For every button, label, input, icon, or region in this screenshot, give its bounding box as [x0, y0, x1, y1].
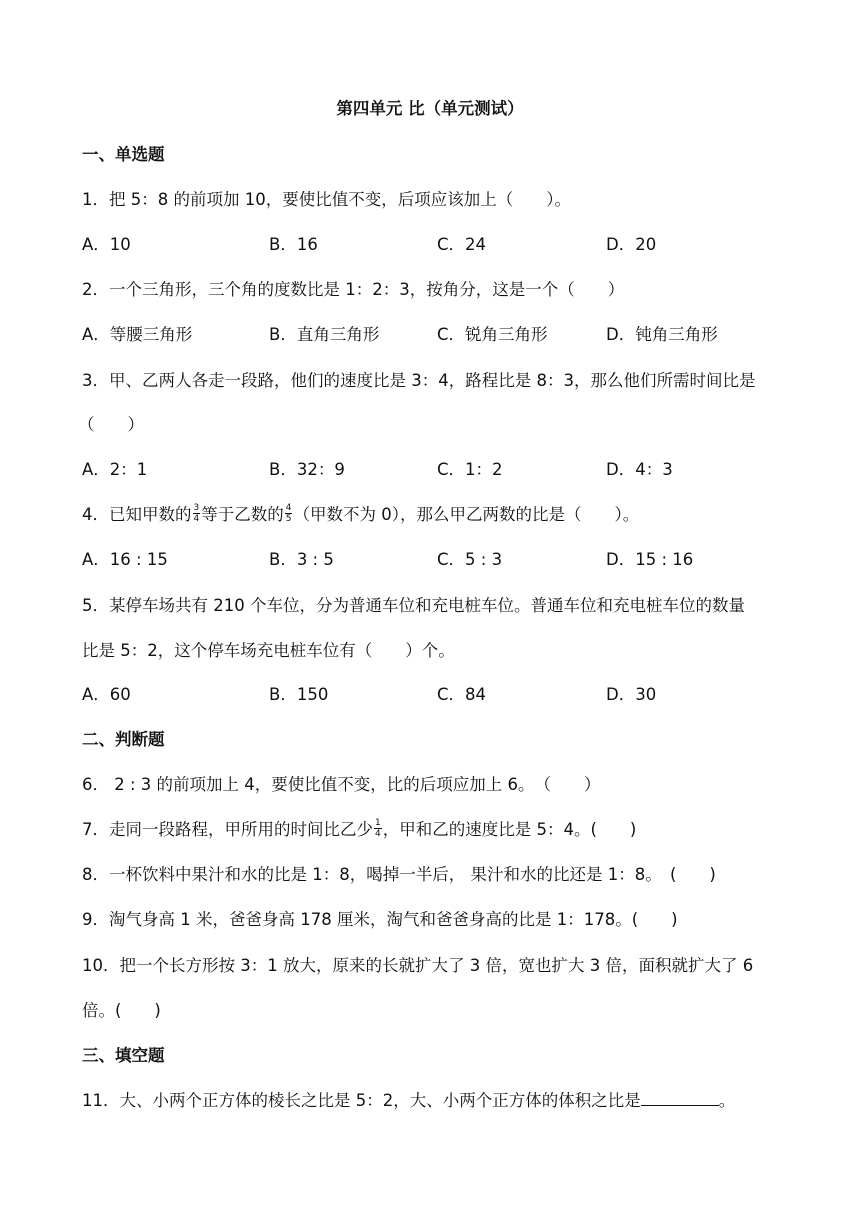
section-heading-true-false: 二、判断题 [82, 730, 165, 749]
page-title: 第四单元 比（单元测试） [336, 99, 524, 118]
question-4-option-a: A．16 : 15 [82, 550, 168, 569]
question-6: 6． 2 : 3 的前项加上 4，要使比值不变，比的后项应加上 6。 （ ） [82, 775, 601, 794]
fraction-four-fifths [285, 503, 293, 524]
fraction-three-quarters [193, 503, 201, 524]
fraction-one-quarter [374, 818, 382, 839]
question-3-option-c: C．1：2 [437, 460, 503, 479]
question-4-stem-part-b: 等于乙数的 [201, 505, 284, 524]
question-7 [82, 816, 636, 841]
question-11-stem: 11．大、小两个正方体的棱长之比是 5：2，大、小两个正方体的体积之比是 [82, 1091, 641, 1110]
question-1-stem: 1．把 5：8 的前项加 10，要使比值不变，后项应该加上（ ）。 [82, 190, 571, 209]
fraction-numerator: 3 [193, 503, 200, 513]
question-4-option-d: D．15 : 16 [606, 550, 694, 569]
question-10-stem: 10．把一个长方形按 3：1 放大，原来的长就扩大了 3 倍，宽也扩大 3 倍，面积就扩大了 6 [82, 956, 754, 975]
question-7-stem-part-b: ，甲和乙的速度比是 5：4。( ) [382, 820, 637, 839]
question-3-option-b: B．32：9 [269, 460, 345, 479]
question-2-stem: 2．一个三角形，三个角的度数比是 1：2：3，按角分，这是一个（ ） [82, 280, 625, 299]
question-7-stem-part-a: 7．走同一段路程，甲所用的时间比乙少 [82, 820, 373, 839]
question-5-option-c: C．84 [437, 685, 487, 704]
question-4-option-c: C．5 : 3 [437, 550, 503, 569]
fraction-denominator: 4 [193, 514, 200, 524]
question-8: 8．一杯饮料中果汁和水的比是 1：8，喝掉一半后， 果汁和水的比还是 1：8。 ( ) [82, 865, 716, 884]
question-5-option-d: D．30 [606, 685, 657, 704]
fraction-numerator: 4 [285, 503, 292, 513]
question-3-stem: 3．甲、乙两人各走一段路，他们的速度比是 3：4，路程比是 8：3，那么他们所需时间比是 [82, 371, 756, 390]
question-3-option-d: D．4：3 [606, 460, 673, 479]
question-11 [82, 1087, 735, 1111]
question-1-option-c: C．24 [437, 235, 487, 254]
question-5-stem: 5．某停车场共有 210 个车位，分为普通车位和充电桩车位。普通车位和充电桩车位的数量 [82, 596, 745, 615]
question-5-option-a: A．60 [82, 685, 131, 704]
question-5-option-b: B．150 [269, 685, 329, 704]
question-2-option-c: C．锐角三角形 [437, 325, 548, 344]
fraction-denominator: 4 [375, 829, 381, 839]
question-9: 9．淘气身高 1 米，爸爸身高 178 厘米，淘气和爸爸身高的比是 1：178。( ) [82, 910, 678, 929]
fraction-numerator: 1 [375, 818, 381, 828]
question-1-option-d: D．20 [606, 235, 657, 254]
question-2-option-d: D．钝角三角形 [606, 325, 718, 344]
question-2-option-a: A．等腰三角形 [82, 325, 193, 344]
question-2-option-b: B．直角三角形 [269, 325, 380, 344]
question-3-stem-continued: （ ） [78, 415, 144, 434]
section-heading-fill-blank: 三、填空题 [82, 1046, 165, 1065]
question-1-option-b: B．16 [269, 235, 318, 254]
question-4-stem [82, 501, 639, 526]
fraction-denominator: 5 [285, 514, 292, 524]
answer-blank[interactable] [641, 1091, 719, 1106]
question-10-stem-continued: 倍。( ) [82, 1001, 161, 1020]
question-3-option-a: A．2：1 [82, 460, 148, 479]
question-1-option-a: A．10 [82, 235, 131, 254]
question-11-end: 。 [718, 1091, 736, 1110]
question-4-stem-part-a: 4．已知甲数的 [82, 505, 192, 524]
question-4-option-b: B．3 : 5 [269, 550, 334, 569]
section-heading-single-choice: 一、单选题 [82, 145, 165, 164]
question-4-stem-part-c: （甲数不为 0），那么甲乙两数的比是（ ）。 [293, 505, 640, 524]
question-5-stem-continued: 比是 5：2，这个停车场充电桩车位有（ ）个。 [82, 641, 455, 660]
